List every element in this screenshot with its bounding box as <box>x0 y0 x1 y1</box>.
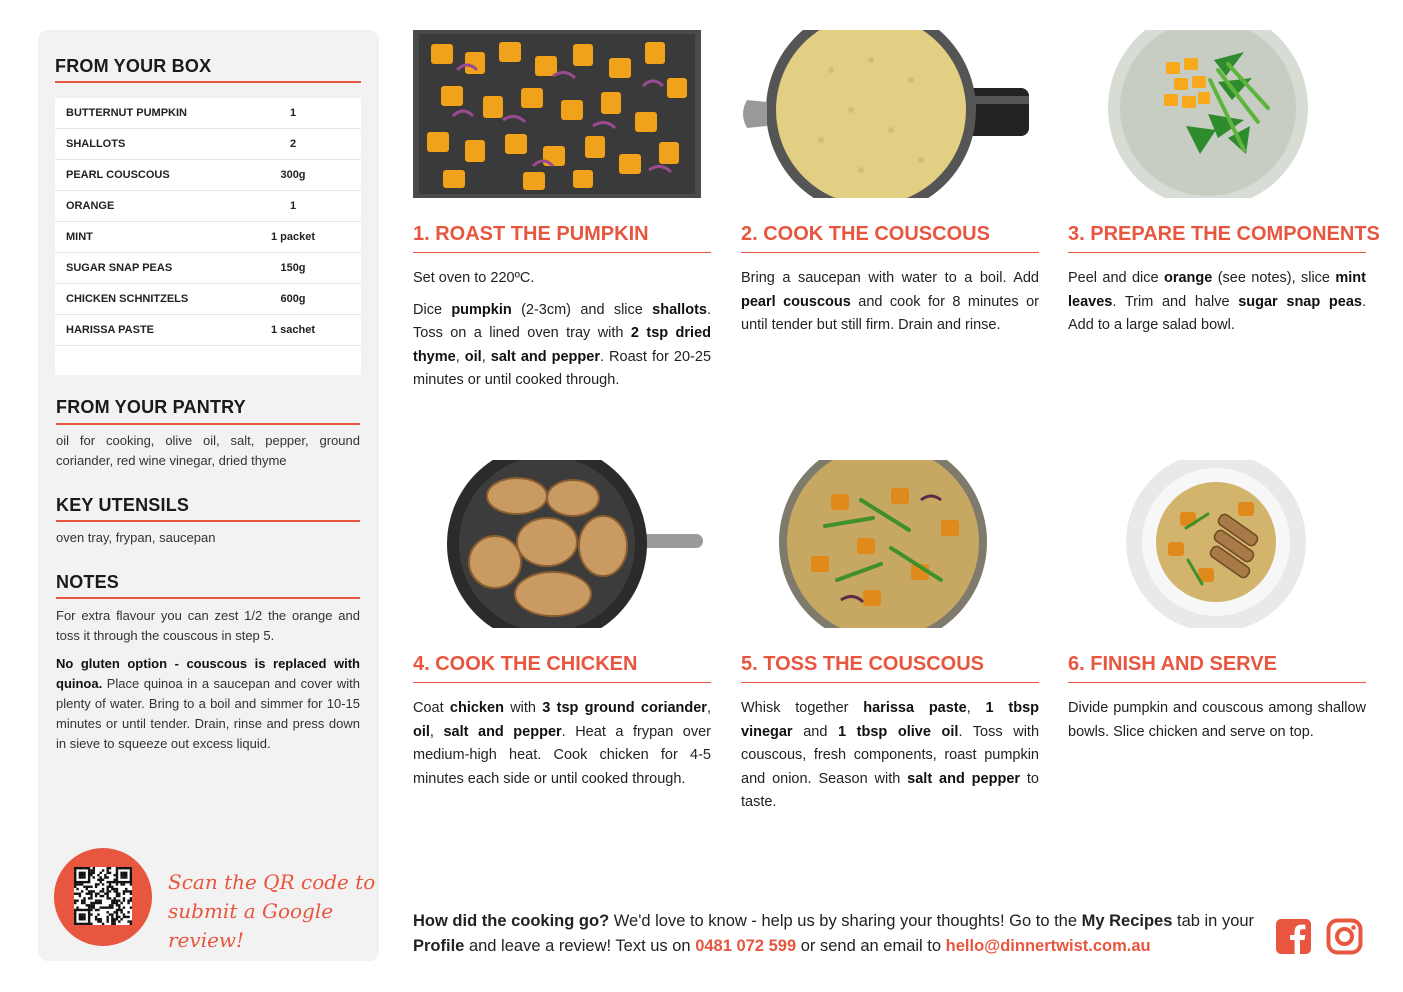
step-title: 4. COOK THE CHICKEN <box>413 653 711 683</box>
pantry-title: FROM YOUR PANTRY <box>56 397 246 417</box>
ingredient-highlight: salt and pepper <box>490 348 600 365</box>
footer-text: and leave a review! Text us on <box>464 937 696 955</box>
footer-bold-text: How did the cooking go? <box>413 912 610 930</box>
ingredient-highlight: orange <box>1163 270 1213 286</box>
chicken-photo <box>413 460 711 628</box>
ingredient-highlight: pumpkin <box>451 301 512 318</box>
ingredient-name: ORANGE <box>66 200 115 212</box>
ingredient-highlight: salt and pepper <box>443 723 562 740</box>
table-row <box>55 222 361 253</box>
table-row <box>55 98 361 129</box>
step-paragraph <box>413 697 711 791</box>
ingredient-highlight: salt and pepper <box>907 770 1021 787</box>
step-2 <box>741 30 1039 346</box>
step-body <box>741 697 1039 815</box>
step-title: 3. PREPARE THE COMPONENTS <box>1068 223 1366 253</box>
step-text: (see notes), slice <box>1212 270 1336 286</box>
step-title: 6. FINISH AND SERVE <box>1068 653 1366 683</box>
ingredient-name: HARISSA PASTE <box>66 324 155 336</box>
step-text: and cook for 8 minutes or until tender but still firm. Drain and rinse. <box>741 293 1039 333</box>
couscous-image <box>741 30 1039 198</box>
notes-paragraph: For extra flavour you can zest 1/2 the orange and toss it through the couscous in step 5. <box>56 608 360 643</box>
ingredient-highlight: mint leaves <box>1068 270 1366 310</box>
ingredient-highlight: chicken <box>449 700 504 716</box>
ingredient-qty: 150g <box>280 262 306 274</box>
ingredient-highlight: 1 tbsp vinegar <box>741 700 1039 740</box>
step-text: with <box>503 700 543 716</box>
step-title: 5. TOSS THE COUSCOUS <box>741 653 1039 683</box>
step-text: . Add to a large salad bowl. <box>1068 293 1366 333</box>
step-text: Divide pumpkin and couscous among shallow bowls. Slice chicken and serve on top. <box>1068 700 1366 740</box>
footer-text: or send an email to <box>796 937 946 955</box>
ingredient-name: CHICKEN SCHNITZELS <box>66 293 189 305</box>
facebook-icon-svg <box>1275 918 1312 955</box>
ingredient-highlight: 2 tsp dried thyme <box>413 325 711 365</box>
footer-text: tab in your <box>1172 912 1255 930</box>
qr-line: Scan the QR code to <box>168 870 376 894</box>
instagram-icon[interactable] <box>1326 918 1363 955</box>
instagram-icon-svg <box>1326 918 1363 955</box>
qr-badge <box>54 848 152 946</box>
step-text: Coat <box>413 700 450 716</box>
pantry-text: oil for cooking, olive oil, salt, pepper, ground coriander, red wine vinegar, dried thyme <box>56 433 360 468</box>
ingredient-highlight: sugar snap peas <box>1238 293 1362 310</box>
ingredient-qty: 1 <box>289 200 297 212</box>
sidebar <box>38 30 379 961</box>
step-text: . Toss with couscous, fresh components, roast pumpkin and onion. Season with <box>741 723 1040 787</box>
finish-serve-photo <box>1068 460 1366 628</box>
step-text: Whisk together <box>741 700 864 716</box>
ingredient-name: SUGAR SNAP PEAS <box>66 262 173 274</box>
review-prompt <box>413 909 1263 959</box>
ingredient-highlight: 1 tbsp olive oil <box>838 723 959 740</box>
step-body <box>1068 267 1366 338</box>
ingredient-name: PEARL COUSCOUS <box>66 169 170 181</box>
table-row <box>55 160 361 191</box>
notes-text <box>56 606 360 762</box>
step-paragraph <box>741 697 1039 815</box>
step-title: 2. COOK THE COUSCOUS <box>741 223 1039 253</box>
qr-call-to-action <box>168 868 379 955</box>
table-row <box>55 191 361 222</box>
title-rule <box>55 81 361 83</box>
notes-paragraph <box>56 654 360 754</box>
ingredient-name: BUTTERNUT PUMPKIN <box>66 107 187 119</box>
step-body <box>413 697 711 791</box>
couscous-photo <box>741 30 1039 198</box>
step-paragraph <box>413 267 711 291</box>
step-text: Bring a saucepan with water to a boil. Add <box>741 270 1039 286</box>
facebook-icon[interactable] <box>1275 918 1312 955</box>
title-rule <box>56 520 360 522</box>
qr-code-icon <box>74 867 132 925</box>
notes-bold: No gluten option - couscous is replaced with quinoa. <box>56 656 360 691</box>
step-paragraph <box>741 267 1039 338</box>
ingredient-qty: 1 <box>289 107 297 119</box>
step-paragraph <box>1068 267 1366 338</box>
step-body <box>741 267 1039 338</box>
toss-couscous-image <box>741 460 1039 628</box>
table-row <box>55 129 361 160</box>
table-row <box>55 253 361 284</box>
step-title: 1. ROAST THE PUMPKIN <box>413 223 711 253</box>
step-text: , <box>455 348 465 365</box>
title-rule <box>56 597 360 599</box>
chicken-image <box>413 460 711 628</box>
ingredient-highlight: shallots <box>652 301 707 318</box>
step-text: . Toss on a lined oven tray with <box>413 301 711 341</box>
step-text: Set oven to 220ºC. <box>413 270 535 286</box>
email-link[interactable]: hello@dinnertwist.com.au <box>945 937 1151 955</box>
footer-bold-text: My Recipes <box>1081 912 1173 930</box>
qr-code[interactable] <box>74 867 132 925</box>
ingredient-highlight: oil <box>413 723 430 740</box>
step-1 <box>413 30 711 401</box>
components-image <box>1068 30 1366 198</box>
ingredient-qty: 300g <box>280 169 306 181</box>
table-row <box>55 315 361 346</box>
step-body <box>413 267 711 393</box>
phone-link[interactable]: 0481 072 599 <box>695 937 797 955</box>
ingredient-qty: 600g <box>280 293 306 305</box>
step-paragraph <box>1068 697 1366 744</box>
step-body <box>1068 697 1366 744</box>
title-rule <box>56 423 360 425</box>
qr-line: submit a Google review! <box>168 899 334 952</box>
table-row <box>55 284 361 315</box>
ingredient-highlight: oil <box>464 348 482 365</box>
step-text: . Trim and halve <box>1112 293 1239 310</box>
components-photo <box>1068 30 1366 198</box>
ingredient-name: MINT <box>66 231 93 243</box>
utensils-text: oven tray, frypan, saucepan <box>56 530 216 545</box>
finish-serve-image <box>1068 460 1366 628</box>
toss-couscous-photo <box>741 460 1039 628</box>
roast-pumpkin-photo <box>413 30 711 198</box>
step-text: . Heat a frypan over medium-high heat. Cook chicken for 4-5 minutes each side or until cooked through. <box>413 723 711 787</box>
step-text: , <box>481 348 491 365</box>
from-your-box-title: FROM YOUR BOX <box>55 56 212 76</box>
roast-pumpkin-image <box>413 30 711 198</box>
ingredient-qty: 1 sachet <box>270 324 316 336</box>
step-text: (2-3cm) and slice <box>511 301 653 318</box>
ingredient-highlight: pearl couscous <box>741 293 851 310</box>
step-5 <box>741 460 1039 823</box>
step-6 <box>1068 460 1366 752</box>
step-text: Peel and dice <box>1068 270 1164 286</box>
ingredient-name: SHALLOTS <box>66 138 126 150</box>
step-text: to taste. <box>741 770 1039 810</box>
box-ingredients-table <box>55 98 361 375</box>
step-text: and <box>792 723 838 740</box>
footer-bold-text: Profile <box>413 937 465 955</box>
step-4 <box>413 460 711 799</box>
step-3 <box>1068 30 1380 346</box>
footer-text: We'd love to know - help us by sharing your thoughts! Go to the <box>609 912 1082 930</box>
ingredient-highlight: 3 tsp ground coriander <box>542 700 707 716</box>
notes-rest: Place quinoa in a saucepan and cover with plenty of water. Bring to a boil and simmer for 10-15 minutes or until tender. Drain, rinse and press down in sieve to squeeze out excess liquid. <box>56 676 360 751</box>
utensils-title: KEY UTENSILS <box>56 495 190 515</box>
step-text: , <box>706 700 711 716</box>
ingredient-qty: 2 <box>289 138 297 150</box>
ingredient-qty: 1 packet <box>270 231 316 243</box>
ingredient-highlight: harissa paste <box>863 700 967 716</box>
step-text: Dice <box>413 301 452 318</box>
notes-title: NOTES <box>56 572 120 592</box>
step-text: , <box>966 700 986 716</box>
step-text: , <box>429 723 444 740</box>
step-text: . Roast for 20-25 minutes or until cooked through. <box>413 348 712 388</box>
step-paragraph <box>413 299 711 393</box>
